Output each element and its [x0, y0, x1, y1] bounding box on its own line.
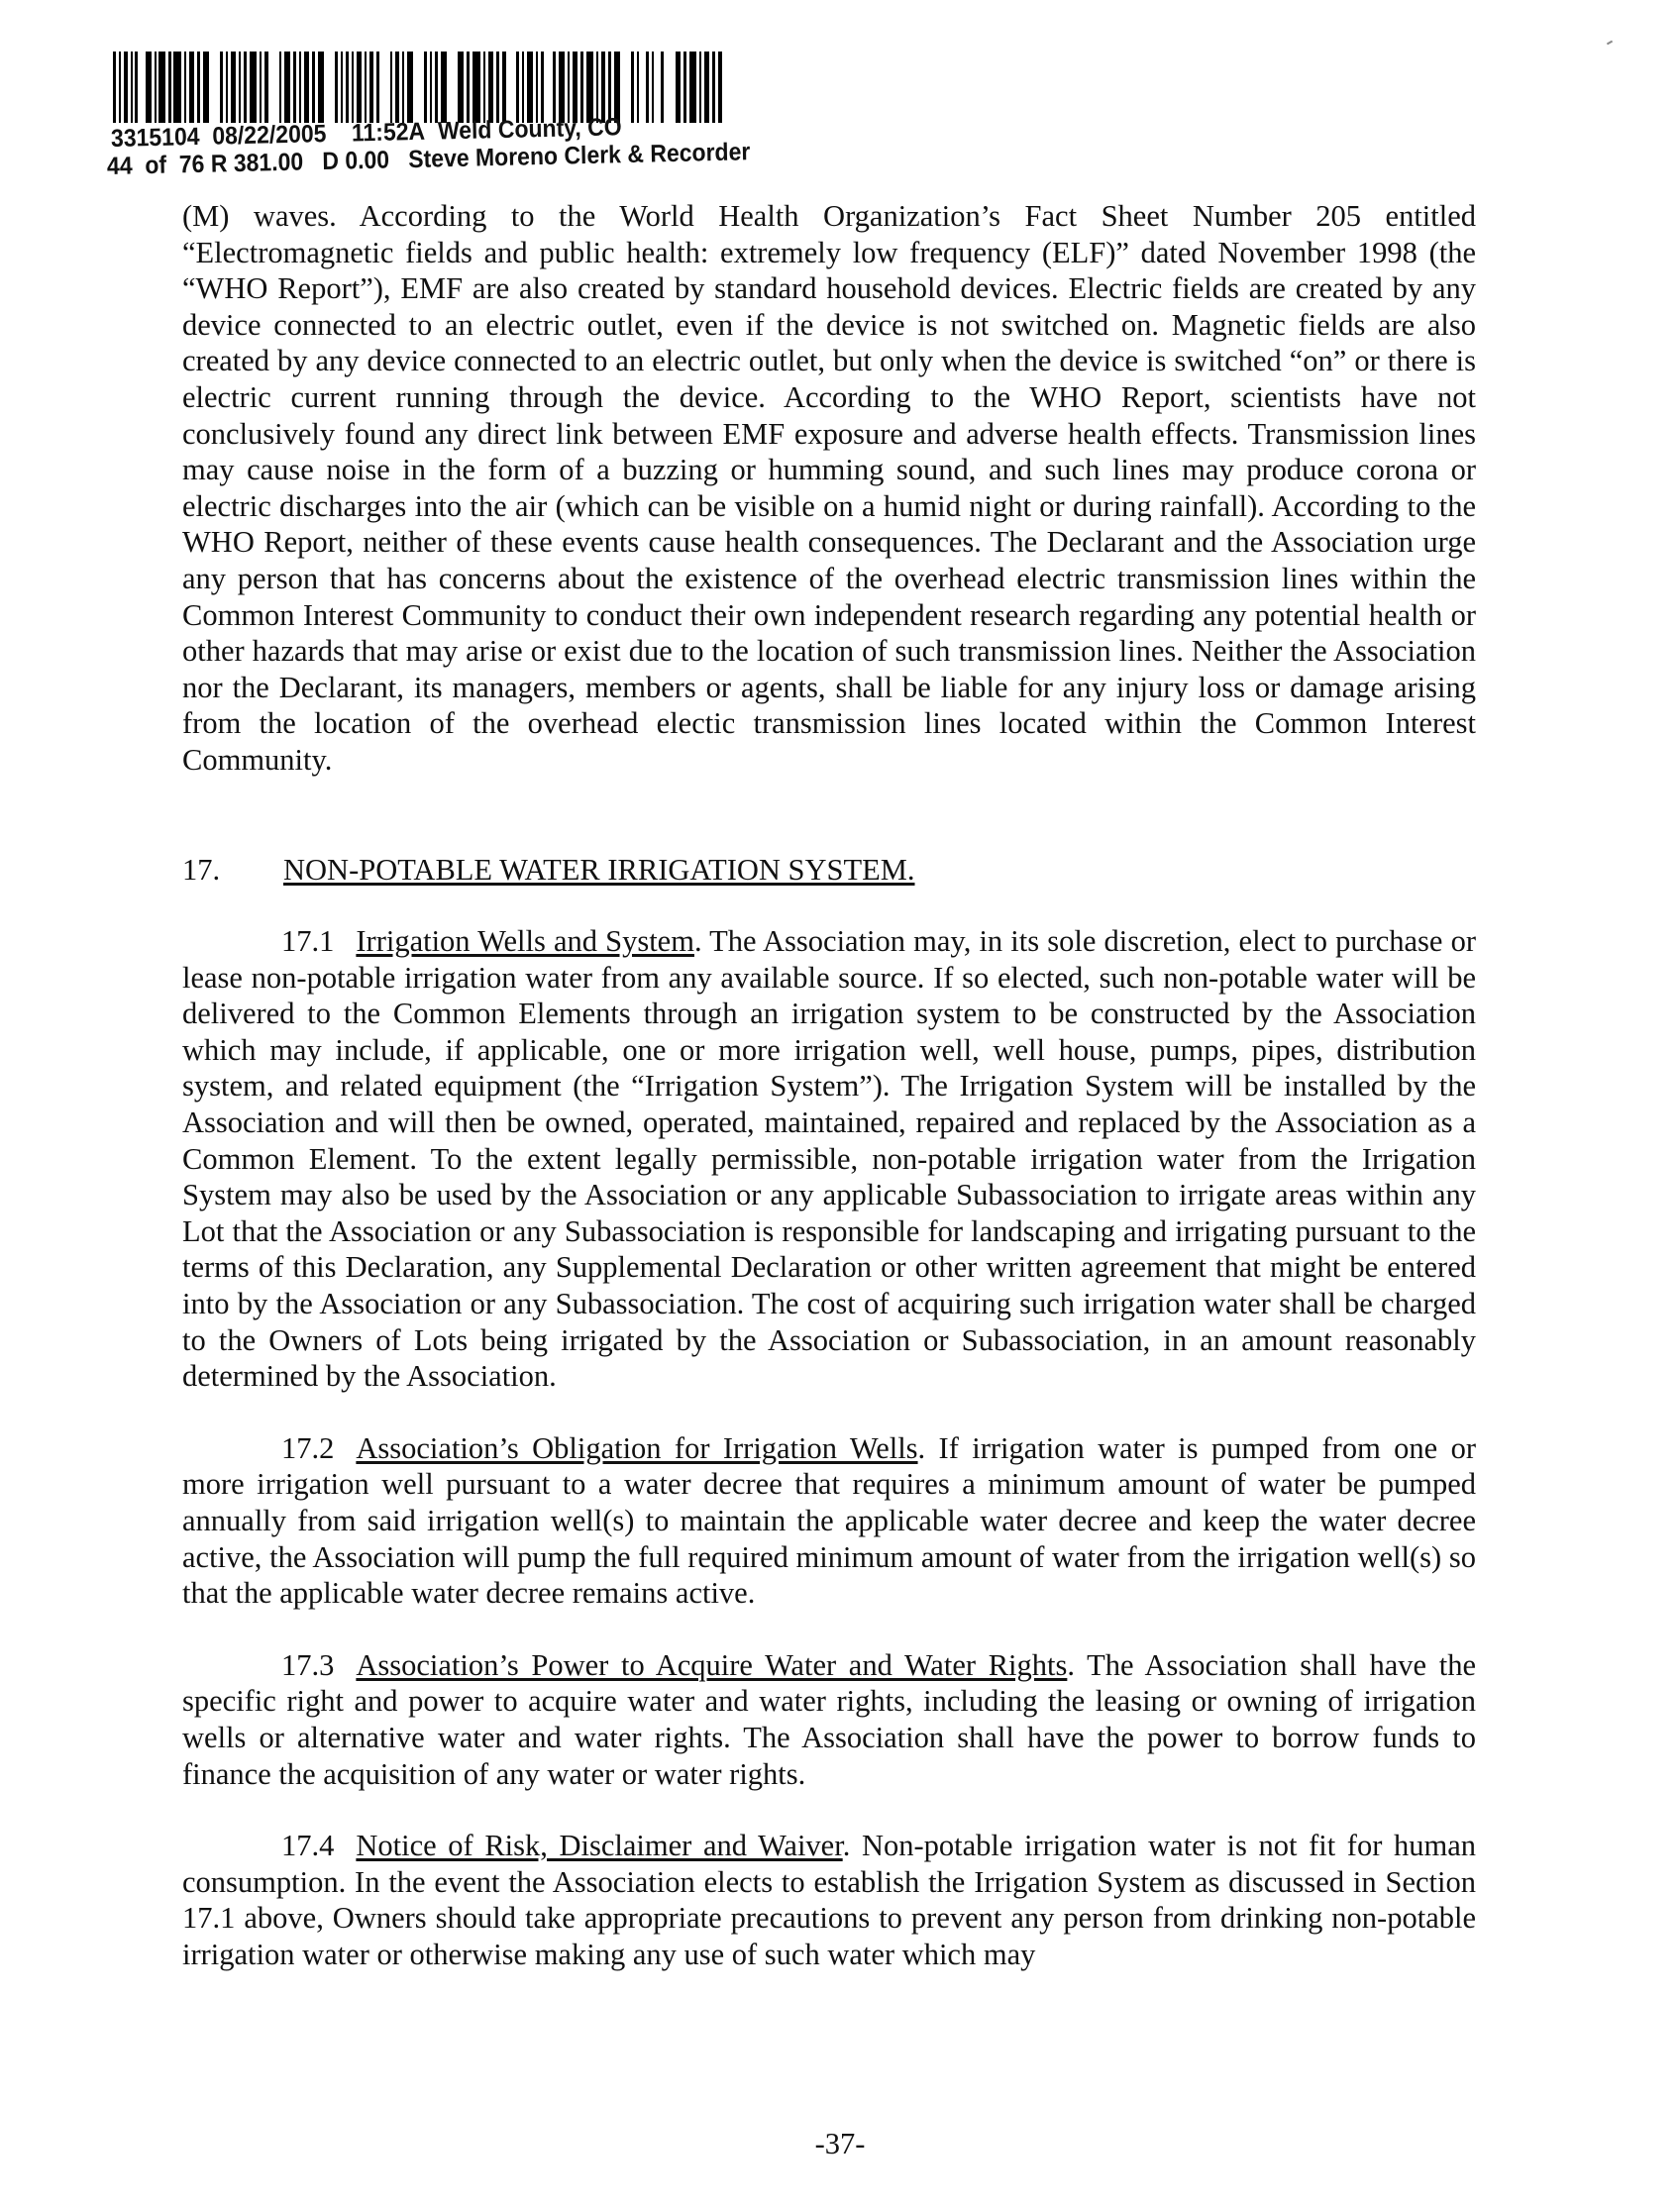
subsection-17-1 — [182, 923, 1476, 1395]
subsection-text: . The Association may, in its sole discretion, elect to purchase or lease non-potable irrigation water from any available source. If so elected, such non-potable water will be delivered to the Common Elements through an irrigation system to be constructed by the Association which may include, if applicable, one or more irrigation well, well house, pumps, pipes, distribution system, and related equipment (the “Irrigation System”). The Irrigation System will be installed by the Association and will then be owned, operated, maintained, repaired and replaced by the Association as a Common Element. To the extent legally permissible, non-potable irrigation water from the Irrigation System may also be used by the Association or any applicable Subassociation to irrigate areas within any Lot that the Association or any Subassociation is responsible for landscaping and irrigating pursuant to the terms of this Declaration, any Supplemental Declaration or other written agreement that might be entered into by the Association or any Subassociation. The cost of acquiring such irrigation water shall be charged to the Owners of Lots being irrigated by the Association or Subassociation, in an amount reasonably determined by the Association. — [182, 924, 1477, 1394]
page-of: 44 of 76 — [106, 150, 205, 180]
subsection-title: Irrigation Wells and System — [356, 924, 694, 959]
subsection-number: 17.2 — [281, 1430, 335, 1465]
opening-paragraph: (M) waves. According to the World Health Organization’s Fact Sheet Number 205 entitled “Electromagnetic fields and public health: extremely low frequency (ELF)” dated November 1998 (the “WHO Report”), EMF are also created by standard household devices. Electric fields are created by any device connected to an electric outlet, even if the device is not switched on. Magnetic fields are also created by any device connected to an electric outlet, but only when the device is switched “on” or there is electric current running through the device. According to the WHO Report, scientists have not conclusively found any direct link between EMF exposure and adverse health effects. Transmission lines may cause noise in the form of a buzzing or humming sound, and such lines may produce corona or electric discharges into the air (which can be visible on a humid night or during rainfall). According to the WHO Report, neither of these events cause health consequences. The Declarant and the Association urge any person that has concerns about the existence of the overhead electric transmission lines within the Common Interest Community to conduct their own independent research regarding any potential health or other hazards that may arise or exist due to the location of such transmission lines. Neither the Association nor the Declarant, its managers, members or agents, shall be liable for any injury loss or damage arising from the location of the overhead electic transmission lines located within the Common Interest Community. — [182, 199, 1476, 777]
reception-number: 3315104 — [110, 122, 200, 153]
subsection-17-3 — [182, 1647, 1476, 1792]
document-body — [182, 198, 1476, 1973]
subsection-text: . If irrigation water is pumped from one or more irrigation well pursuant to a water decree that requires a minimum amount of water be pumped annually from said irrigation well(s) to maintain the applicable water decree and keep the water decree active, the Association will pump the full required minimum amount of water from the irrigation well(s) so that the applicable water decree remains active. — [182, 1430, 1476, 1611]
subsection-number: 17.1 — [281, 924, 335, 959]
fee-r: R 381.00 — [210, 148, 304, 178]
subsection-number: 17.3 — [281, 1647, 335, 1682]
recording-date: 08/22/2005 — [212, 120, 327, 151]
recorder: Steve Moreno Clerk & Recorder — [407, 138, 751, 174]
subsection-17-2 — [182, 1430, 1476, 1612]
subsection-number: 17.4 — [281, 1829, 335, 1863]
subsection-title: Association’s Obligation for Irrigation Wells — [356, 1430, 918, 1465]
recording-time: 11:52A — [351, 117, 426, 148]
subsection-title: Notice of Risk, Disclaimer and Waiver — [356, 1829, 843, 1863]
subsection-text: . Non-potable irrigation water is not fit for human consumption. In the event the Association elects to establish the Irrigation System as discussed in Section 17.1 above, Owners should take appropriate precautions to prevent any person from drinking non-potable irrigation water or otherwise making any use of such water which may — [182, 1829, 1476, 1971]
scan-mark — [1607, 41, 1613, 46]
subsection-17-4 — [182, 1828, 1476, 1972]
fee-d: D 0.00 — [322, 146, 390, 176]
subsection-title: Association’s Power to Acquire Water and Water Rights — [356, 1647, 1068, 1682]
section-heading — [182, 852, 1476, 889]
page-number: -37- — [814, 2127, 866, 2160]
section-title: NON-POTABLE WATER IRRIGATION SYSTEM. — [283, 852, 915, 887]
recording-stamp — [107, 52, 860, 180]
subsection-text: . The Association shall have the specific right and power to acquire water and water rights, including the leasing or owning of irrigation wells or alternative water and water rights. The Association shall have the power to borrow funds to finance the acquisition of any water or water rights. — [182, 1647, 1476, 1791]
county: Weld County, CO — [437, 113, 622, 146]
section-number: 17. — [182, 852, 221, 887]
